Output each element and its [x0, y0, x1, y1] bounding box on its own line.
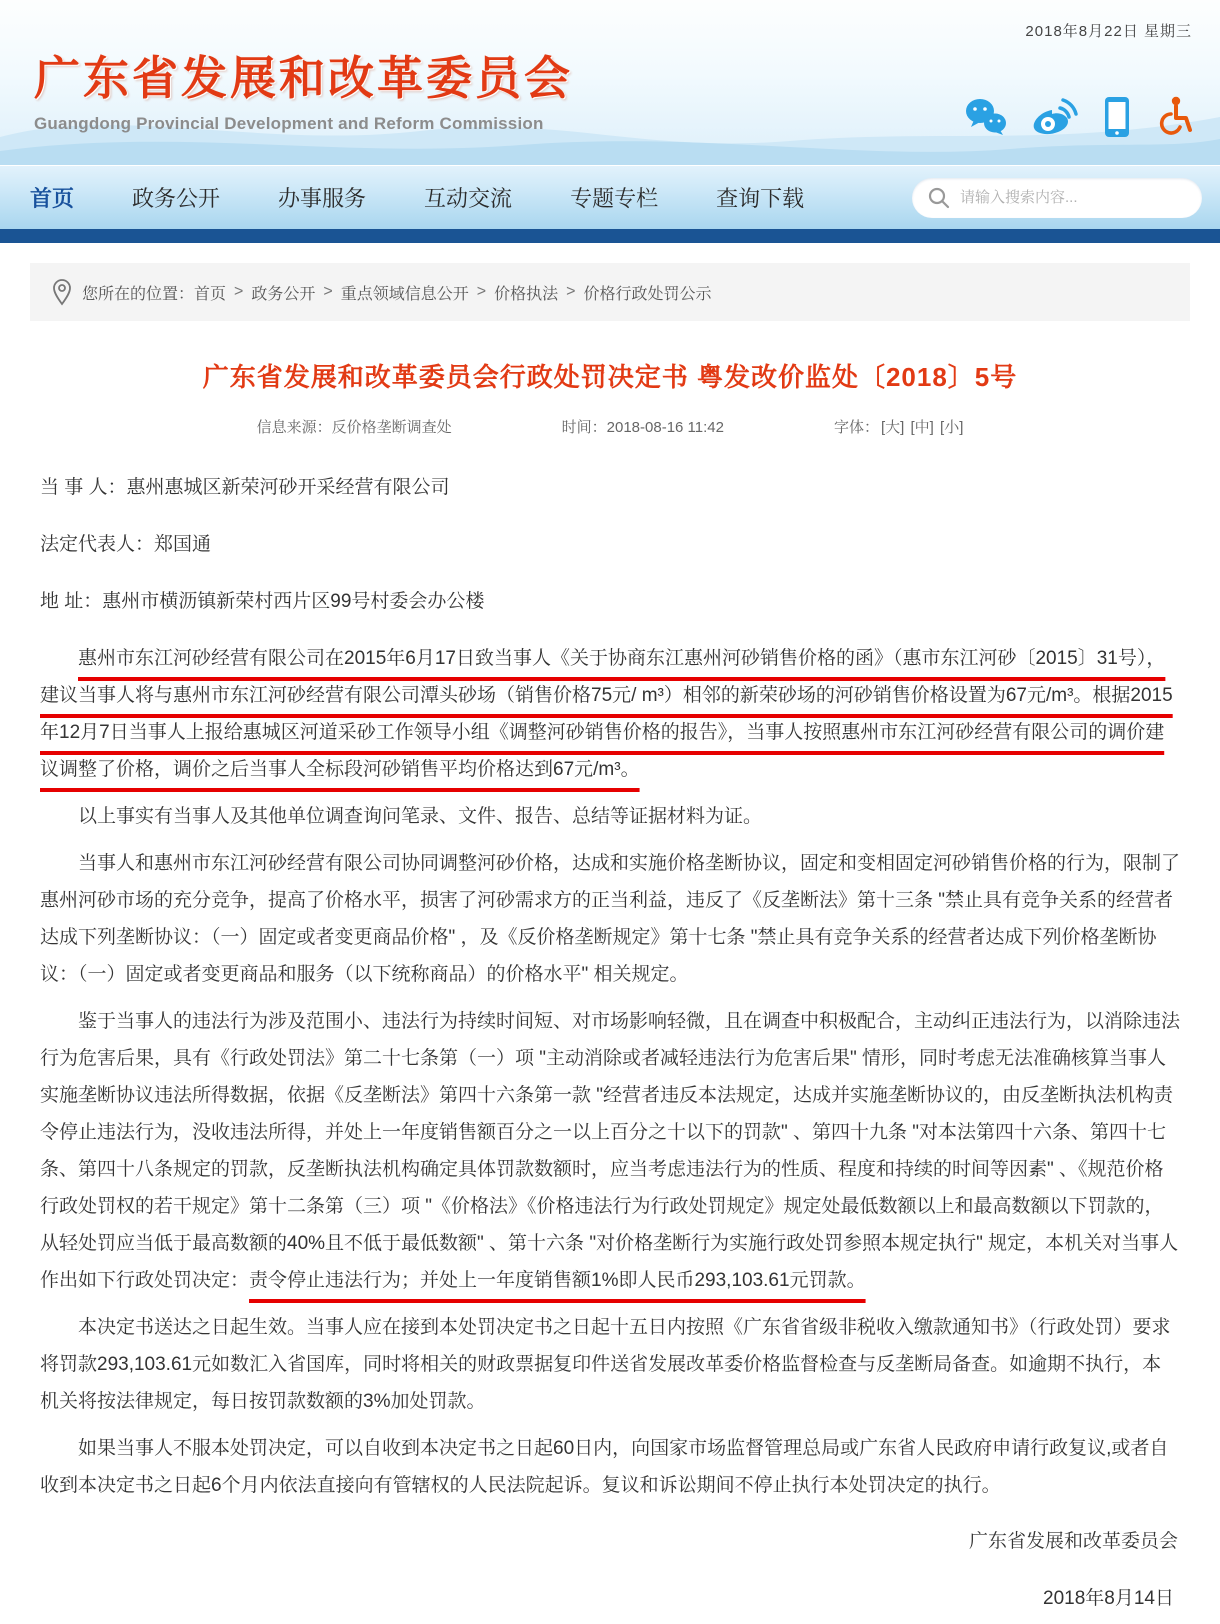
- party-name-line: 当 事 人：惠州惠城区新荣河砂开采经营有限公司: [40, 477, 450, 498]
- breadcrumb-item-current: 价格行政处罚公示: [583, 285, 712, 303]
- meta-source: [257, 416, 452, 437]
- paragraph-evidence: [40, 798, 1180, 835]
- breadcrumb-separator: >: [234, 283, 244, 300]
- breadcrumb-separator: >: [566, 283, 576, 300]
- main-navigation: [0, 165, 1220, 229]
- payment-text: 本决定书送达之日起生效。当事人应在接到本处罚决定书之日起十五日内按照《广东省省级非税收入缴款通知书》（行政处罚）要求将罚款293,103.61元如数汇入省国库，同时将相关的财政票据复印件送省发展改革委价格监督检查与反垄断局备查。如逾期不执行，本机关将按法律规定，每日按罚款数额的3%加处罚款。: [40, 1317, 1171, 1412]
- site-header: [0, 0, 1220, 165]
- issuing-authority: 广东省发展和改革委员会: [968, 1531, 1178, 1552]
- weibo-icon[interactable]: [1032, 98, 1078, 136]
- nav-item-gov-affairs[interactable]: 政务公开: [132, 186, 221, 211]
- breadcrumb-prefix: 您所在的位置：: [82, 285, 195, 303]
- font-size-small-button[interactable]: [小]: [940, 419, 964, 436]
- paragraph-appeal: [40, 1430, 1180, 1504]
- evidence-text: 以上事实有当事人及其他单位调查询问笔录、文件、报告、总结等证据材料为证。: [78, 806, 763, 827]
- font-size-large-button[interactable]: [大]: [881, 419, 905, 436]
- legal-representative-line: 法定代表人：郑国通: [40, 534, 212, 555]
- search-box[interactable]: [912, 178, 1202, 218]
- accessibility-icon[interactable]: [1156, 96, 1192, 138]
- article-meta: [40, 416, 1180, 437]
- nav-item-services[interactable]: 办事服务: [278, 186, 367, 211]
- meta-time-value: 2018-08-16 11:42: [606, 419, 724, 436]
- breadcrumb-item-home[interactable]: 首页: [194, 285, 227, 303]
- meta-time-label: 时间：: [561, 419, 607, 436]
- nav-item-special-topics[interactable]: 专题专栏: [570, 186, 659, 211]
- nav-bottom-bar: [0, 229, 1220, 243]
- penalty-basis-text: 鉴于当事人的违法行为涉及范围小、违法行为持续时间短、对市场影响轻微，且在调查中积极配合，主动纠正违法行为，以消除违法行为危害后果，具有《行政处罚法》第二十七条第（一）项 "主动消除或者减轻违法行为危害后果" 情形，同时考虑无法准确核算当事人实施垄断协议违法所得数据，依据《反垄断法》第四十六条第一款 "经营者违反本法规定，达成并实施垄断协议的，由反垄断执法机构责令停止违法行为，没收违法所得，并处上一年度销售额百分之一以上百分之十以下的罚款" 、第四十九条 "对本法第四十六条、第四十七条、第四十八条规定的罚款，反垄断执法机构确定具体罚款数额时，应当考虑违法行为的性质、程度和持续的时间等因素" 、《规范价格行政处罚权的若干规定》第十二条第（三）项 "《价格法》《价格违法行为行政处罚规定》规定处最低数额以上和最高数额以下罚款的，从轻处罚应当低于最高数额的40%且不低于最低数额" 、第十六条 "对价格垄断行为实施行政处罚参照本规定执行" 规定，本机关对当事人作出如下行政处罚决定：: [40, 1011, 1181, 1291]
- search-input[interactable]: [960, 189, 1180, 206]
- underlined-facts-text: 惠州市东江河砂经营有限公司在2015年6月17日致当事人《关于协商东江惠州河砂销售价格的函》（惠市东江河砂〔2015〕31号），建议当事人将与惠州市东江河砂经营有限公司潭头砂场（销售价格75元/ m³）相邻的新荣砂场的河砂销售价格设置为67元/m³。根据2015年12月7日当事人上报给惠城区河道采砂工作领导小组《调整河砂销售价格的报告》，当事人按照惠州市东江河砂经营有限公司的调价建议调整了价格，调价之后当事人全标段河砂销售平均价格达到67元/m³。: [40, 648, 1173, 780]
- breadcrumb: [30, 263, 1190, 321]
- nav-item-home[interactable]: 首页: [30, 186, 75, 211]
- wechat-icon[interactable]: [964, 98, 1008, 136]
- header-social-icons: [964, 96, 1192, 138]
- location-pin-icon: [52, 279, 72, 306]
- address-line: 地 址：惠州市横沥镇新荣村西片区99号村委会办公楼: [40, 591, 485, 612]
- paragraph-payment: [40, 1309, 1180, 1420]
- nav-item-interaction[interactable]: 互动交流: [424, 186, 513, 211]
- breadcrumb-item-price-enforcement[interactable]: 价格执法: [494, 285, 559, 303]
- underlined-penalty-text: 责令停止违法行为；并处上一年度销售额1%即人民币293,103.61元罚款。: [249, 1270, 866, 1291]
- appeal-text: 如果当事人不服本处罚决定，可以自收到本决定书之日起60日内，向国家市场监督管理总局或广东省人民政府申请行政复议,或者自收到本决定书之日起6个月内依法直接向有管辖权的人民法院起诉。复议和诉讼期间不停止执行本处罚决定的执行。: [40, 1438, 1169, 1496]
- article: [0, 357, 1220, 1610]
- issue-date: 2018年8月14日: [1043, 1588, 1174, 1609]
- meta-font-size: [834, 416, 963, 437]
- paragraph-violation: [40, 845, 1180, 993]
- site-logo-title: 广东省发展和改革委员会: [34, 52, 573, 104]
- article-body: [40, 469, 1180, 1504]
- mobile-icon[interactable]: [1102, 96, 1132, 138]
- violation-text: 当事人和惠州市东江河砂经营有限公司协同调整河砂价格，达成和实施价格垄断协议，固定和变相固定河砂销售价格的行为，限制了惠州河砂市场的充分竞争，提高了价格水平，损害了河砂需求方的正当利益，违反了《反垄断法》第十三条 "禁止具有竞争关系的经营者达成下列垄断协议：（一）固定或者变更商品价格" ，及《反价格垄断规定》第十七条 "禁止具有竞争关系的经营者达成下列价格垄断协议：（一）固定或者变更商品和服务（以下统称商品）的价格水平" 相关规定。: [40, 853, 1181, 985]
- meta-source-label: 信息来源：: [256, 419, 332, 436]
- search-icon: [928, 187, 950, 209]
- font-size-medium-button[interactable]: [中]: [910, 419, 934, 436]
- breadcrumb-separator: >: [323, 283, 333, 300]
- breadcrumb-separator: >: [476, 283, 487, 300]
- paragraph-penalty-decision: [40, 1003, 1180, 1299]
- breadcrumb-item-key-info[interactable]: 重点领域信息公开: [340, 285, 469, 303]
- nav-item-downloads[interactable]: 查询下载: [716, 186, 805, 211]
- breadcrumb-item-gov-affairs[interactable]: 政务公开: [251, 285, 316, 303]
- meta-time: [562, 416, 724, 437]
- article-title: 广东省发展和改革委员会行政处罚决定书 粤发改价监处〔2018〕5号: [202, 362, 1018, 392]
- site-logo: [34, 42, 573, 134]
- current-date: 2018年8月22日 星期三: [1025, 23, 1192, 40]
- paragraph-facts: [40, 640, 1180, 788]
- meta-source-value: 反价格垄断调查处: [331, 419, 452, 436]
- site-logo-subtitle: Guangdong Provincial Development and Reform Commission: [34, 114, 544, 133]
- meta-font-label: 字体：: [833, 419, 879, 436]
